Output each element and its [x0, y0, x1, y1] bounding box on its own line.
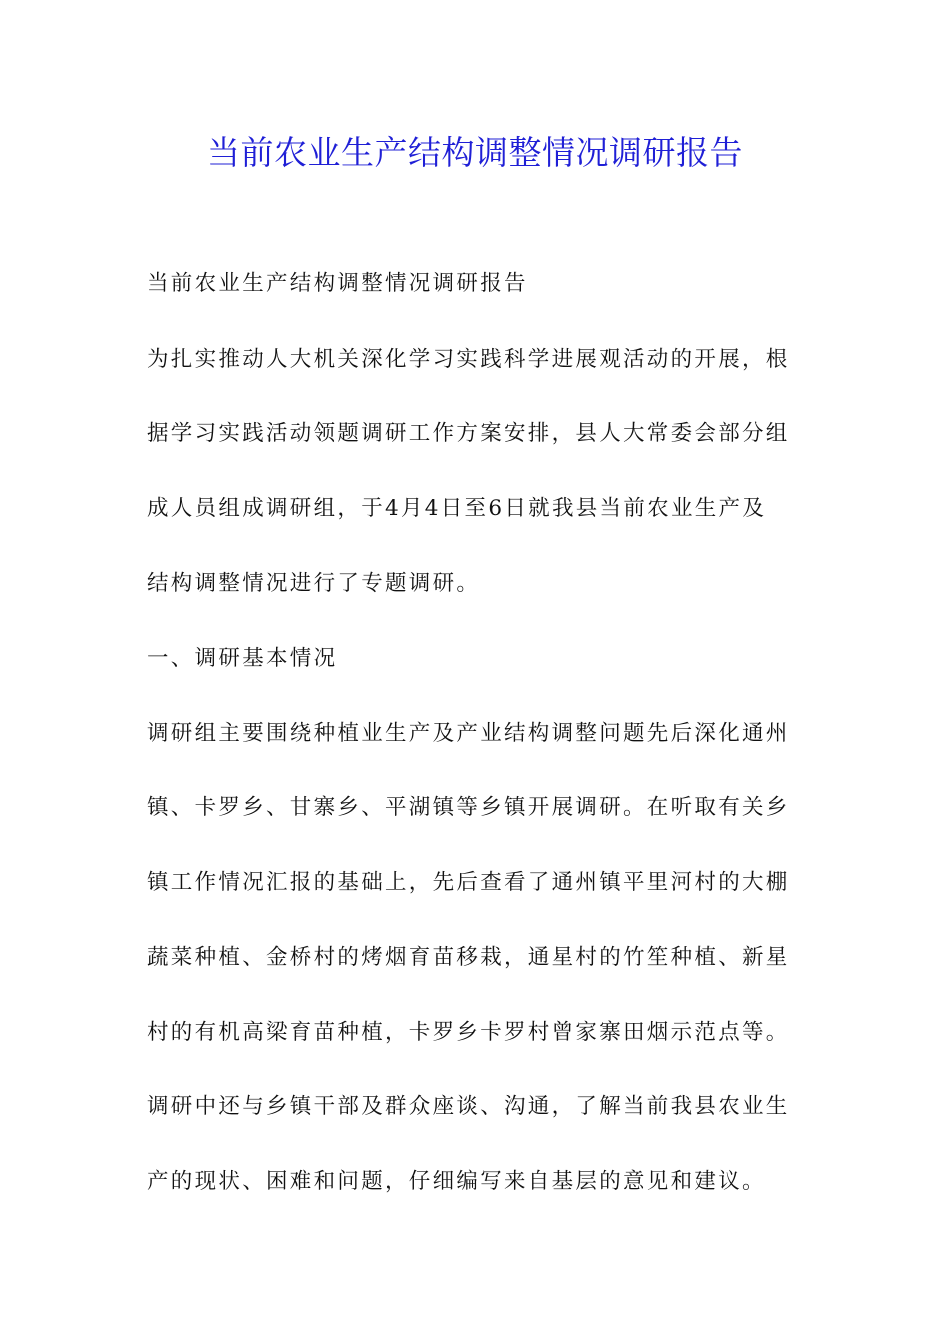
paragraph-line: 为扎实推动人大机关深化学习实践科学进展观活动的开展，根 — [147, 347, 790, 372]
paragraph-line: 蔬菜种植、金桥村的烤烟育苗移栽，通星村的竹笙种植、新星 — [147, 945, 790, 970]
paragraph-line: 调研组主要围绕种植业生产及产业结构调整问题先后深化通州 — [147, 721, 790, 746]
paragraph-line: 结构调整情况进行了专题调研。 — [147, 571, 481, 596]
paragraph-line: 成人员组成调研组，于4月4日至6日就我县当前农业生产及 — [147, 496, 767, 521]
paragraph-line: 镇、卡罗乡、甘寨乡、平湖镇等乡镇开展调研。在听取有关乡 — [147, 795, 790, 820]
paragraph-line: 镇工作情况汇报的基础上，先后查看了通州镇平里河村的大棚 — [147, 870, 790, 895]
paragraph-line: 村的有机高梁育苗种植，卡罗乡卡罗村曾家寨田烟示范点等。 — [147, 1020, 790, 1045]
paragraph-line: 据学习实践活动领题调研工作方案安排，县人大常委会部分组 — [147, 421, 790, 446]
subtitle-line: 当前农业生产结构调整情况调研报告 — [147, 271, 528, 296]
paragraph-line: 调研中还与乡镇干部及群众座谈、沟通，了解当前我县农业生 — [147, 1094, 790, 1119]
section-heading: 一、调研基本情况 — [147, 646, 338, 671]
paragraph-line: 产的现状、困难和问题，仔细编写来自基层的意见和建议。 — [147, 1169, 766, 1194]
document-title: 当前农业生产结构调整情况调研报告 — [207, 133, 743, 172]
document-body — [147, 264, 812, 1204]
